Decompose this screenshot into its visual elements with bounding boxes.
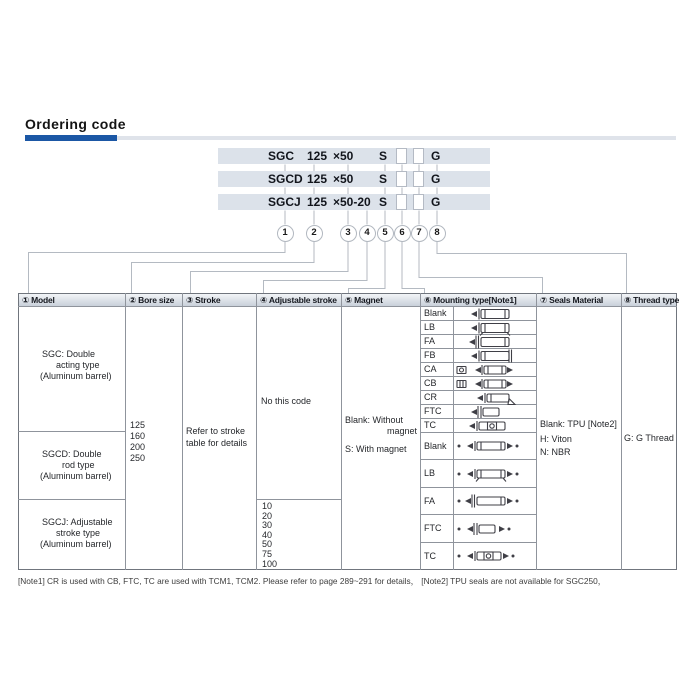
mounting-row-tc <box>420 543 536 570</box>
thread-type-cell: G: G Thread <box>624 433 674 443</box>
mounting-row-tc <box>420 419 536 433</box>
mounting-label: Blank <box>424 441 447 451</box>
marker-circle-6: 6 <box>394 225 411 242</box>
code-option-box-icon <box>413 148 424 164</box>
marker-circle-2: 2 <box>306 225 323 242</box>
code-thread: G <box>431 172 441 186</box>
mounting-label: FTC <box>424 406 442 416</box>
bore-size-cell: 125 160 200 250 <box>130 420 146 463</box>
model-cell-sgcj: SGCJ: Adjustable stroke type (Aluminum barrel) <box>40 517 113 549</box>
code-thread: G <box>431 149 441 163</box>
mounting-label: FA <box>424 336 436 346</box>
mounting-row-ftc <box>420 515 536 543</box>
code-model: SGCJ <box>268 195 301 209</box>
code-option-box-icon <box>413 171 424 187</box>
double-rod-basic-icon <box>455 438 535 459</box>
column-divider <box>621 293 622 570</box>
code-model: SGCD <box>268 172 303 186</box>
code-magnet: S <box>379 149 388 163</box>
double-rod-foot-icon <box>455 466 535 487</box>
header-mounting-type: ⑥ Mounting type[Note1] <box>424 295 517 305</box>
code-stroke: ×50 <box>333 149 354 163</box>
mounting-label: TC <box>424 551 436 561</box>
seals-viton: H: Viton <box>540 434 572 444</box>
mounting-label: LB <box>424 468 436 478</box>
footnote: [Note1] CR is used with CB, FTC, TC are used with TCM1, TCM2. Please refer to page 289~291 for details， [Note2] TPU seals are not available for SGC250， <box>18 576 607 586</box>
page-title: Ordering code <box>25 116 126 132</box>
seals-blank: Blank: TPU [Note2] <box>540 419 617 429</box>
mounting-label: FTC <box>424 523 442 533</box>
marker-circle-1: 1 <box>277 225 294 242</box>
mounting-row-fa <box>420 488 536 515</box>
ordering-code-row-sgcj <box>218 194 490 210</box>
header-adjustable-stroke: ④ Adjustable stroke <box>260 295 337 305</box>
code-thread: G <box>431 195 441 209</box>
mounting-row-blank <box>420 433 536 460</box>
marker-circle-5: 5 <box>377 225 394 242</box>
code-option-box-icon <box>396 148 407 164</box>
marker-circle-7: 7 <box>411 225 428 242</box>
header-stroke: ③ Stroke <box>186 295 221 305</box>
header-bottom-rule <box>18 306 677 307</box>
ordering-code-row-sgcd <box>218 171 490 187</box>
double-rod-front-trunnion-icon <box>455 521 535 542</box>
mounting-label: LB <box>424 322 436 332</box>
seals-nbr: N: NBR <box>540 447 571 457</box>
double-rod-flange-icon <box>455 493 535 514</box>
adjustable-stroke-divider <box>256 499 341 500</box>
mounting-label: FA <box>424 496 436 506</box>
mounting-label: CR <box>424 392 437 402</box>
model-cell-sgcd: SGCD: Double rod type (Aluminum barrel) <box>40 449 112 481</box>
mounting-label: TC <box>424 420 436 430</box>
column-divider <box>256 293 257 570</box>
header-magnet: ⑤ Magnet <box>345 295 383 305</box>
code-bore: 125 <box>307 195 328 209</box>
header-thread-type: ⑧ Thread type <box>624 295 680 305</box>
mounting-row-lb <box>420 460 536 488</box>
model-row-divider <box>18 499 125 500</box>
marker-circle-4: 4 <box>359 225 376 242</box>
double-rod-center-trunnion-icon <box>455 548 535 569</box>
code-stroke: ×50-20 <box>333 195 371 209</box>
code-stroke: ×50 <box>333 172 354 186</box>
mounting-label: FB <box>424 350 436 360</box>
model-row-divider <box>18 431 125 432</box>
column-divider <box>182 293 183 570</box>
magnet-blank-line2: magnet <box>386 425 417 436</box>
stroke-cell: Refer to stroke table for details <box>186 426 248 448</box>
mounting-label: CA <box>424 364 437 374</box>
code-bore: 125 <box>307 149 328 163</box>
code-option-box-icon <box>413 194 424 210</box>
model-cell-sgc: SGC: Double acting type (Aluminum barrel) <box>40 349 112 381</box>
header-seals-material: ⑦ Seals Material <box>540 295 604 305</box>
column-divider <box>125 293 126 570</box>
marker-circle-3: 3 <box>340 225 357 242</box>
code-magnet: S <box>379 172 388 186</box>
code-bore: 125 <box>307 172 328 186</box>
code-option-box-icon <box>396 194 407 210</box>
marker-circle-8: 8 <box>429 225 446 242</box>
column-divider <box>536 293 537 570</box>
magnet-with: S: With magnet <box>345 444 407 454</box>
adjustable-values-cell: 10 20 30 40 50 75 100 <box>262 501 278 569</box>
header-model: ① Model <box>22 295 55 305</box>
code-model: SGC <box>268 149 295 163</box>
header-bore-size: ② Bore size <box>129 295 175 305</box>
adjustable-no-code: No this code <box>261 396 312 406</box>
column-divider <box>341 293 342 570</box>
magnet-blank-line1: Blank: Without <box>345 415 404 425</box>
mounting-label: Blank <box>424 308 447 318</box>
code-option-box-icon <box>396 171 407 187</box>
ordering-code-row-sgc <box>218 148 490 164</box>
code-magnet: S <box>379 195 388 209</box>
mounting-label: CB <box>424 378 437 388</box>
